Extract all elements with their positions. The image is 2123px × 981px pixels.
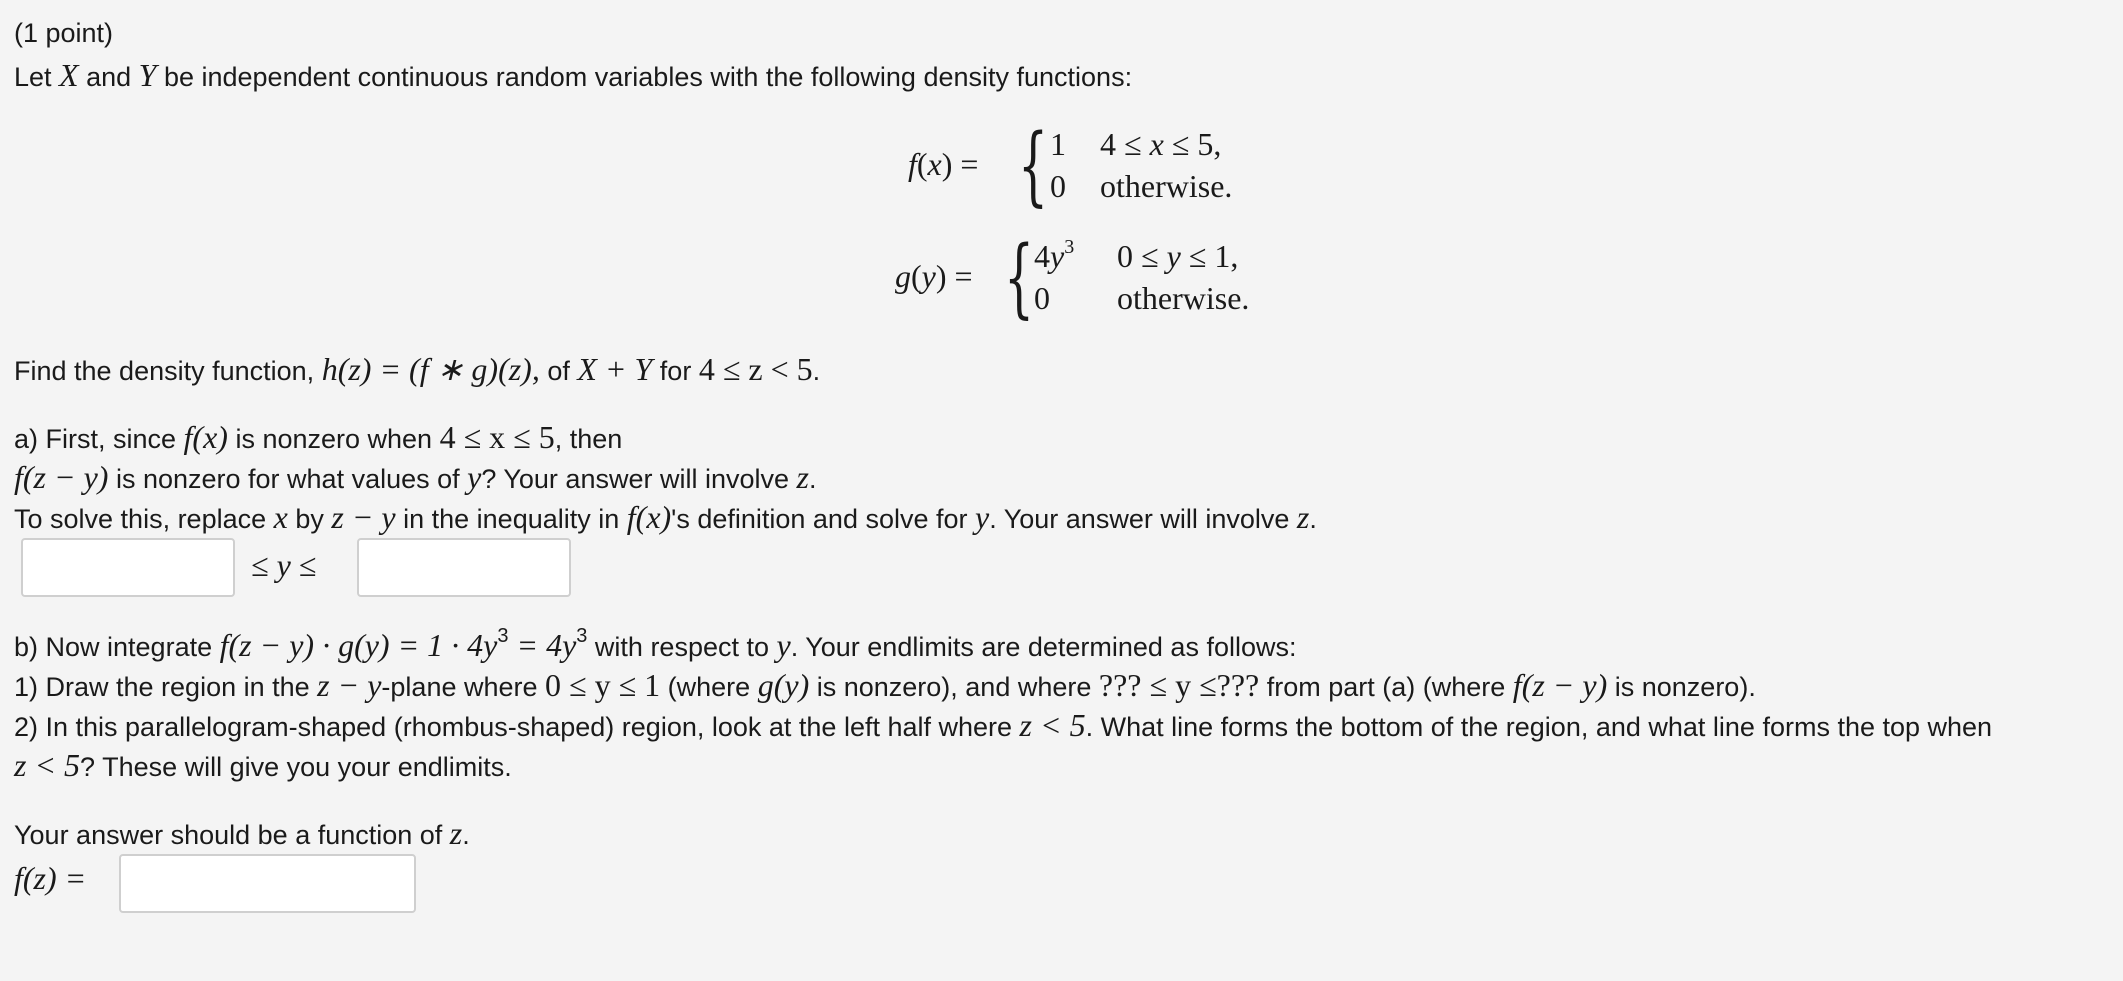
answer-lhs: f(z) = (14, 860, 87, 896)
answer-input[interactable] (119, 854, 416, 913)
part-b-line1: b) Now integrate $f(z - y) \cdot g(y) = 1 \cdot 4y^3 = 4y^3$ with respect to y. Your endlimits are determined as follows: (14, 625, 1297, 663)
point-value: (1 point) (14, 18, 114, 48)
f-case1-value: 1 (1050, 126, 1066, 162)
g-case1-condition: 0 ≤ y ≤ 1, (1117, 238, 1239, 274)
lower-bound-input[interactable] (21, 538, 235, 597)
inequality-label: ≤ y ≤ (251, 547, 317, 583)
task-text: Find the density function, h(z) = (f ∗ g)(z), of X + Y for 4 ≤ z < 5. (14, 351, 821, 387)
g-case2-value: 0 (1034, 280, 1050, 316)
upper-bound-input[interactable] (357, 538, 571, 597)
f-case1-condition: 4 ≤ x ≤ 5, (1100, 126, 1222, 162)
part-b-line3: 2) In this parallelogram-shaped (rhombus-shaped) region, look at the left half where z < 5. What line forms the bottom of the region, and what line forms the top when (14, 707, 1993, 743)
part-a-line1: a) First, since f(x) is nonzero when 4 ≤ x ≤ 5, then (14, 419, 623, 455)
g-lhs: g(y) = (895, 258, 973, 294)
g-brace: { (1004, 228, 1035, 328)
f-brace: { (1018, 116, 1049, 216)
part-a-line2: f(z − y) is nonzero for what values of y? Your answer will involve z. (14, 459, 817, 495)
f-lhs: f(x) = (908, 146, 979, 182)
part-a-line3: To solve this, replace x by z − y in the inequality in f(x)'s definition and solve for y. Your answer will involve z. (14, 499, 1317, 535)
part-b-line2: 1) Draw the region in the z − y-plane where 0 ≤ y ≤ 1 (where g(y) is nonzero), and where ??? ≤ y ≤??? from part (a) (where f(z − y) is nonzero). (14, 667, 1756, 703)
f-case2-value: 0 (1050, 168, 1066, 204)
part-b-line4: z < 5? These will give you your endlimits. (14, 747, 512, 783)
intro-text: Let X and Y be independent continuous random variables with the following density functions: (14, 57, 1133, 93)
g-case1-value: $4y^3$ (1034, 236, 1075, 274)
answer-prompt: Your answer should be a function of z. (14, 815, 470, 851)
g-case2-condition: otherwise. (1117, 280, 1250, 316)
f-case2-condition: otherwise. (1100, 168, 1233, 204)
